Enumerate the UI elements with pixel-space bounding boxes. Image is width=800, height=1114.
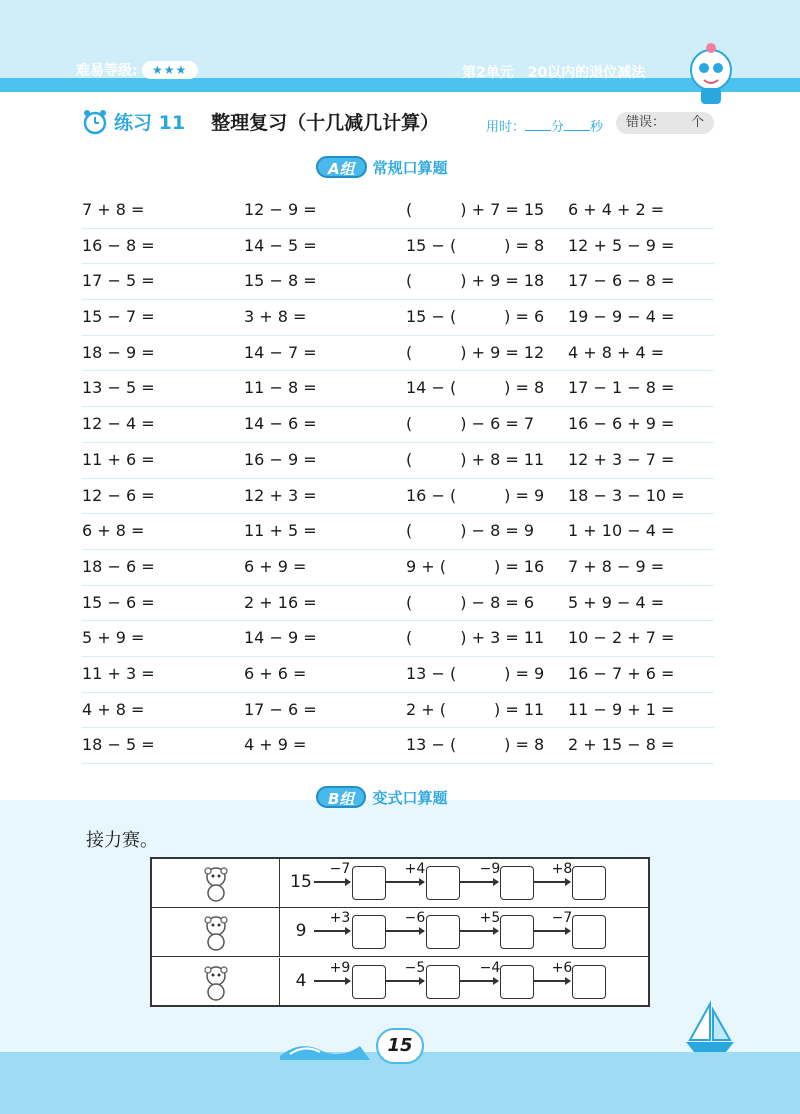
problem-cell[interactable]: ( ) − 8 = 9: [406, 521, 535, 541]
problem-cell[interactable]: 17 − 6 =: [244, 699, 317, 719]
problem-cell[interactable]: 18 − 3 − 10 =: [568, 485, 685, 505]
problem-row: [82, 300, 714, 336]
problem-cell[interactable]: 16 − 9 =: [244, 449, 317, 469]
problem-cell[interactable]: 11 + 6 =: [82, 449, 155, 469]
relay-arrow: [534, 930, 570, 932]
problem-cell[interactable]: 16 − 6 + 9 =: [568, 414, 675, 434]
relay-arrow: [386, 881, 424, 883]
minute-blank[interactable]: [525, 119, 551, 131]
page-number: 15: [376, 1028, 424, 1064]
relay-arrow: [534, 881, 570, 883]
problem-cell[interactable]: 6 + 6 =: [244, 663, 307, 683]
exercise-number: 练习 11: [114, 112, 186, 134]
problem-cell[interactable]: 12 − 6 =: [82, 485, 155, 505]
relay-arrow: [534, 980, 570, 982]
relay-answer-box[interactable]: [572, 965, 606, 999]
problem-cell[interactable]: 14 − 9 =: [244, 628, 317, 648]
problem-cell[interactable]: 18 − 5 =: [82, 735, 155, 755]
problem-cell[interactable]: 4 + 8 =: [82, 699, 145, 719]
relay-operation: −9: [479, 861, 501, 877]
relay-arrow: [460, 930, 498, 932]
minute-label: 分: [551, 120, 565, 135]
relay-answer-box[interactable]: [352, 866, 386, 900]
relay-operation: +4: [404, 861, 426, 877]
problem-cell[interactable]: 11 + 5 =: [244, 521, 317, 541]
problem-cell[interactable]: 6 + 4 + 2 =: [568, 200, 665, 219]
relay-row: [152, 908, 648, 957]
problem-grid: [82, 193, 714, 764]
problem-row: [82, 693, 714, 729]
relay-start-number: 4: [295, 970, 307, 991]
problem-cell[interactable]: ( ) − 6 = 7: [406, 414, 535, 434]
error-label: 错误：: [626, 115, 666, 130]
relay-arrow: [460, 980, 498, 982]
problem-cell[interactable]: 18 − 9 =: [82, 342, 155, 362]
problem-cell[interactable]: 9 + ( ) = 16: [406, 556, 545, 576]
relay-row: [152, 958, 648, 1007]
problem-cell[interactable]: 12 − 9 =: [244, 200, 317, 219]
group-a-badge: A组: [316, 156, 367, 178]
relay-answer-box[interactable]: [426, 915, 460, 949]
problem-cell[interactable]: 2 + ( ) = 11: [406, 699, 545, 719]
group-b-badge: B组: [316, 786, 366, 808]
relay-operation: +5: [479, 910, 501, 927]
problem-cell[interactable]: 13 − ( ) = 9: [406, 663, 545, 683]
problem-cell[interactable]: 13 − 5 =: [82, 378, 155, 398]
relay-arrow: [386, 980, 424, 982]
relay-answer-box[interactable]: [572, 866, 606, 900]
relay-answer-box[interactable]: [500, 915, 534, 949]
problem-row: [82, 336, 714, 372]
problem-cell[interactable]: 4 + 8 + 4 =: [568, 342, 665, 362]
problem-row: [82, 586, 714, 622]
cat-icon: [196, 912, 236, 952]
relay-answer-box[interactable]: [352, 915, 386, 949]
problem-row: [82, 443, 714, 479]
relay-instruction: 接力赛。: [86, 830, 158, 851]
relay-animal-cell: [152, 859, 280, 907]
problem-cell[interactable]: 15 − ( ) = 8: [406, 235, 545, 255]
problem-cell[interactable]: 16 − 8 =: [82, 235, 155, 255]
relay-operation: +8: [551, 861, 573, 877]
difficulty-stars: ★★★: [142, 61, 198, 79]
problem-cell[interactable]: 14 − ( ) = 8: [406, 378, 545, 398]
problem-cell[interactable]: ( ) + 8 = 11: [406, 449, 545, 469]
relay-arrow: [314, 930, 350, 932]
problem-row: [82, 514, 714, 550]
problem-cell[interactable]: 17 − 1 − 8 =: [568, 378, 675, 398]
problem-row: [82, 264, 714, 300]
error-unit: 个: [690, 115, 704, 130]
problem-row: [82, 621, 714, 657]
relay-operation: −5: [404, 959, 426, 976]
problem-row: [82, 371, 714, 407]
problem-cell[interactable]: 11 − 9 + 1 =: [568, 699, 675, 719]
problem-cell[interactable]: 6 + 8 =: [82, 521, 145, 541]
problem-cell[interactable]: 10 − 2 + 7 =: [568, 628, 675, 648]
relay-operation: −4: [479, 959, 501, 976]
sailboat-icon: [680, 1000, 740, 1056]
problem-cell[interactable]: 14 − 5 =: [244, 235, 317, 255]
time-record: [486, 116, 603, 135]
relay-arrow: [460, 881, 498, 883]
relay-row: [152, 859, 648, 908]
problem-cell[interactable]: 6 + 9 =: [244, 556, 307, 576]
problem-cell[interactable]: 16 − 7 + 6 =: [568, 663, 675, 683]
alarm-clock-icon: [82, 109, 108, 135]
group-b-label: 变式口算题: [372, 788, 448, 807]
problem-cell[interactable]: 12 + 3 − 7 =: [568, 449, 675, 469]
problem-cell[interactable]: ( ) − 8 = 6: [406, 592, 535, 612]
problem-cell[interactable]: ( ) + 9 = 18: [406, 271, 545, 291]
problem-row: [82, 479, 714, 515]
exercise-title: 整理复习（十几减几计算）: [211, 112, 440, 134]
problem-cell[interactable]: 5 + 9 − 4 =: [568, 592, 665, 612]
problem-cell[interactable]: 12 − 4 =: [82, 414, 155, 434]
dog-icon: [196, 962, 236, 1002]
group-a-label: 常规口算题: [372, 158, 448, 177]
problem-cell[interactable]: 15 − 7 =: [82, 307, 155, 327]
problem-cell[interactable]: 7 + 8 − 9 =: [568, 556, 665, 576]
problem-row: [82, 193, 714, 229]
relay-animal-cell: [152, 958, 280, 1007]
problem-cell[interactable]: 13 − ( ) = 8: [406, 735, 545, 755]
monkey-icon: [196, 863, 236, 903]
problem-cell[interactable]: 3 + 8 =: [244, 307, 307, 327]
relay-table: [150, 857, 650, 1007]
relay-operation: −7: [551, 910, 573, 927]
relay-answer-box[interactable]: [426, 965, 460, 999]
relay-arrow: [314, 980, 350, 982]
problem-cell[interactable]: 15 − 8 =: [244, 271, 317, 291]
problem-cell[interactable]: 16 − ( ) = 9: [406, 485, 545, 505]
problem-cell[interactable]: 1 + 10 − 4 =: [568, 521, 675, 541]
problem-cell[interactable]: 17 − 5 =: [82, 271, 155, 291]
problem-cell[interactable]: 4 + 9 =: [244, 735, 307, 755]
wave-icon: [280, 1036, 370, 1060]
relay-answer-box[interactable]: [500, 965, 534, 999]
problem-cell[interactable]: 5 + 9 =: [82, 628, 145, 648]
second-blank[interactable]: [564, 119, 590, 131]
problem-cell[interactable]: 7 + 8 =: [82, 200, 145, 219]
problem-cell[interactable]: 15 − ( ) = 6: [406, 307, 545, 327]
problem-row: [82, 550, 714, 586]
problem-row: [82, 657, 714, 693]
problem-cell[interactable]: 11 + 3 =: [82, 663, 155, 683]
problem-cell[interactable]: 12 + 3 =: [244, 485, 317, 505]
error-count-box[interactable]: [616, 112, 714, 134]
mascot-icon: [676, 40, 746, 110]
problem-cell[interactable]: 17 − 6 − 8 =: [568, 271, 675, 291]
time-label: 用时：: [486, 120, 526, 135]
problem-row: [82, 229, 714, 265]
relay-operation: +6: [551, 959, 573, 976]
problem-cell[interactable]: 15 − 6 =: [82, 592, 155, 612]
problem-cell[interactable]: ( ) + 9 = 12: [406, 342, 545, 362]
problem-cell[interactable]: 12 + 5 − 9 =: [568, 235, 675, 255]
difficulty-label: 难易等级:: [76, 63, 138, 79]
group-b-header: [316, 786, 447, 808]
relay-answer-box[interactable]: [426, 866, 460, 900]
relay-operation: +9: [329, 959, 351, 976]
group-a-header: [316, 156, 448, 178]
relay-operation: −7: [329, 861, 351, 877]
problem-cell[interactable]: 2 + 15 − 8 =: [568, 735, 675, 755]
problem-cell[interactable]: 11 − 8 =: [244, 378, 317, 398]
relay-answer-box[interactable]: [500, 866, 534, 900]
relay-operation: −6: [404, 910, 426, 927]
problem-cell[interactable]: 14 − 6 =: [244, 414, 317, 434]
problem-cell[interactable]: 14 − 7 =: [244, 342, 317, 362]
relay-start-number: 9: [295, 921, 307, 942]
problem-row: [82, 728, 714, 764]
exercise-title-row: [82, 108, 439, 135]
problem-row: [82, 407, 714, 443]
problem-cell[interactable]: ( ) + 7 = 15: [406, 200, 545, 219]
relay-arrow: [314, 881, 350, 883]
problem-cell[interactable]: 18 − 6 =: [82, 556, 155, 576]
unit-title: 第2单元 20以内的退位减法: [462, 65, 646, 81]
relay-answer-box[interactable]: [572, 915, 606, 949]
second-label: 秒: [590, 120, 604, 135]
relay-arrow: [386, 930, 424, 932]
relay-answer-box[interactable]: [352, 965, 386, 999]
problem-cell[interactable]: 2 + 16 =: [244, 592, 317, 612]
relay-animal-cell: [152, 908, 280, 956]
difficulty-indicator: [76, 60, 198, 80]
relay-operation: +3: [329, 910, 351, 927]
relay-start-number: 15: [290, 872, 312, 892]
problem-cell[interactable]: ( ) + 3 = 11: [406, 628, 545, 648]
problem-cell[interactable]: 19 − 9 − 4 =: [568, 307, 675, 327]
